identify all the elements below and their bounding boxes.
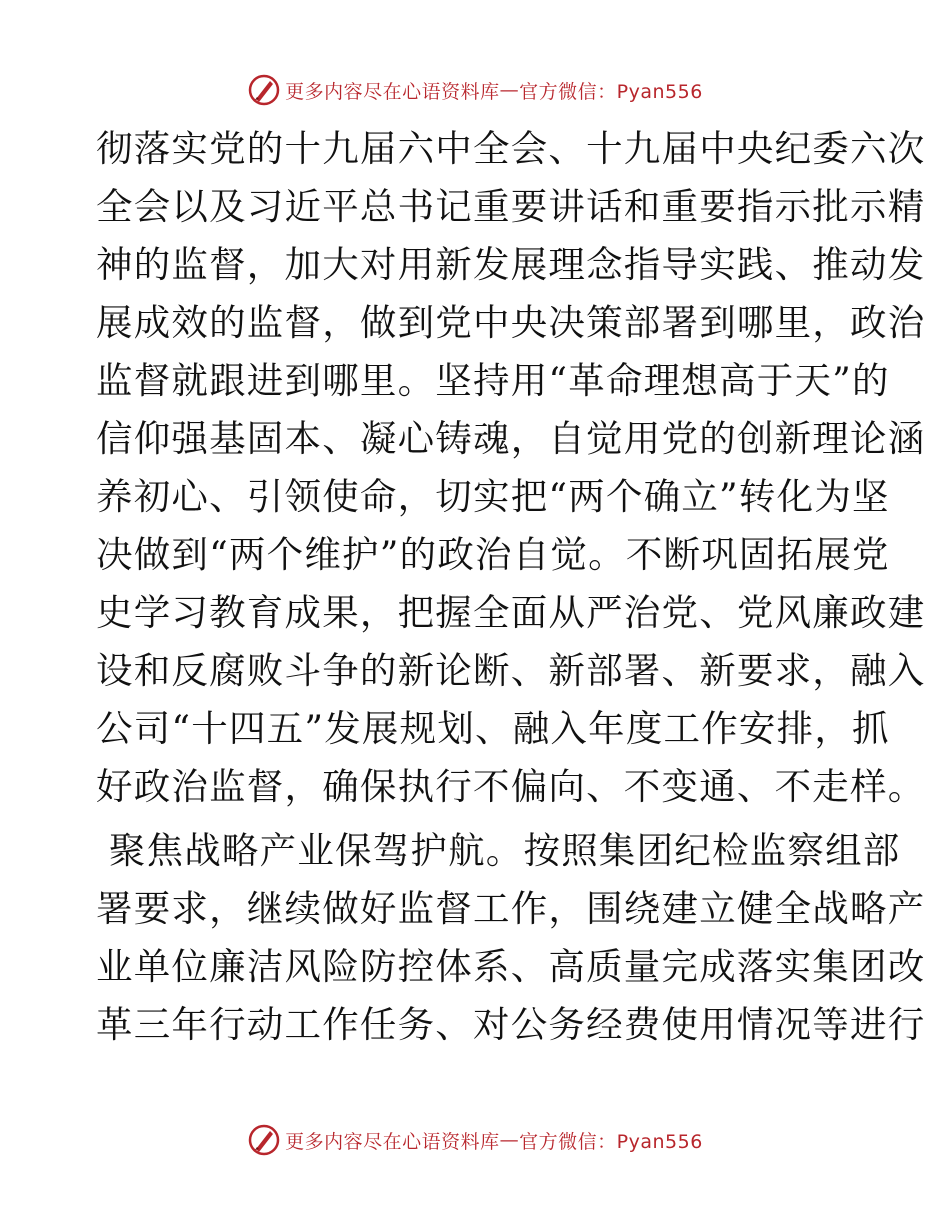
text-line: 聚焦战略产业保驾护航。按照集团纪检监察组部 (96, 829, 901, 872)
banner-wechat: 官方微信：Pyan556 (519, 1130, 703, 1153)
text-line: 署要求，继续做好监督工作，围绕建立健全战略产 (96, 887, 926, 930)
text-line: 监督就跟进到哪里。坚持用“革命理想高于天”的 (96, 359, 890, 402)
banner-text: 更多内容尽在心语资料库 (285, 80, 500, 103)
text-line: 全会以及习近平总书记重要讲话和重要指示批示精 (96, 185, 926, 228)
paragraph-2 (96, 822, 926, 1054)
text-line: 好政治监督，确保执行不偏向、不变通、不走样。 (96, 765, 926, 808)
paragraph-1 (96, 120, 926, 816)
text-line: 史学习教育成果，把握全面从严治党、党风廉政建 (96, 591, 926, 634)
banner-separator: — (499, 1129, 520, 1151)
text-line: 展成效的监督，做到党中央决策部署到哪里，政治 (96, 301, 926, 344)
banner-separator: — (499, 79, 520, 101)
header-watermark (0, 70, 950, 110)
banner-text: 更多内容尽在心语资料库 (285, 1130, 500, 1153)
text-line: 决做到“两个维护”的政治自觉。不断巩固拓展党 (96, 533, 890, 576)
text-line: 养初心、引领使命，切实把“两个确立”转化为坚 (96, 475, 890, 518)
text-line: 神的监督，加大对用新发展理念指导实践、推动发 (96, 243, 926, 286)
pen-logo-icon (247, 1123, 281, 1157)
footer-watermark (0, 1120, 950, 1160)
text-line: 业单位廉洁风险防控体系、高质量完成落实集团改 (96, 945, 926, 988)
text-line: 公司“十四五”发展规划、融入年度工作安排，抓 (96, 707, 890, 750)
text-line: 信仰强基固本、凝心铸魂，自觉用党的创新理论涵 (96, 417, 926, 460)
banner-wechat: 官方微信：Pyan556 (519, 80, 703, 103)
text-line: 彻落实党的十九届六中全会、十九届中央纪委六次 (96, 127, 926, 170)
text-line: 设和反腐败斗争的新论断、新部署、新要求，融入 (96, 649, 926, 692)
text-line: 革三年行动工作任务、对公务经费使用情况等进行 (96, 1003, 926, 1046)
pen-logo-icon (247, 73, 281, 107)
document-body (96, 120, 926, 1054)
